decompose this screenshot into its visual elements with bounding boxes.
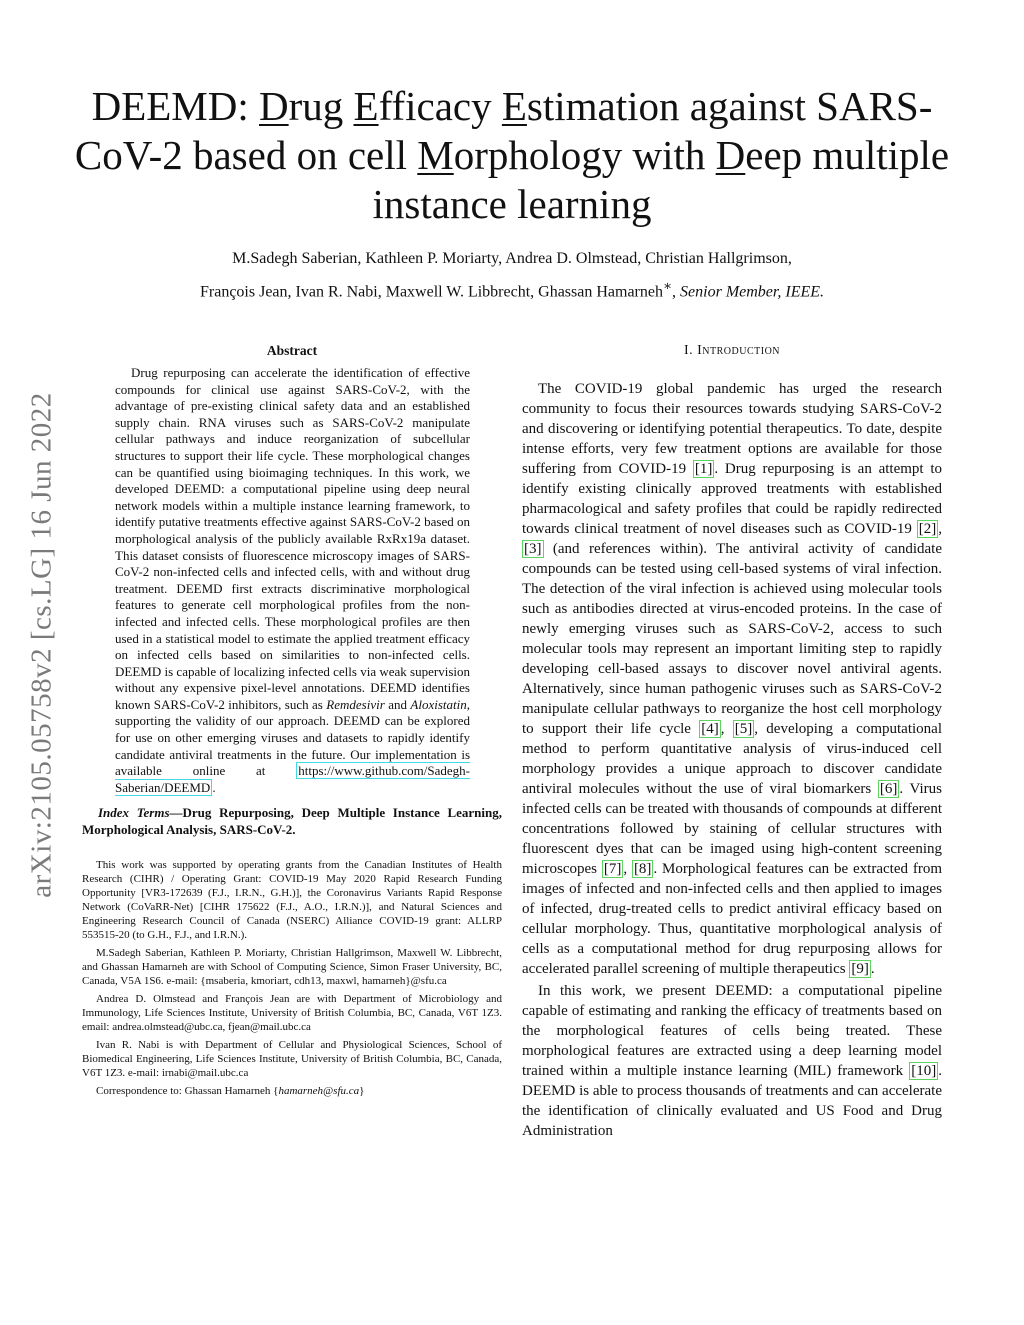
intro-text: The COVID-19 global pandemic has urged the research community to focus their resources towards studying SARS-CoV-2 and discovering or identifying potential therapeutics. To date, despite intense efforts, very few treatment options are available for those suffering from COVID-19 [522, 381, 942, 477]
citation-link[interactable]: [8] [633, 861, 652, 877]
abstract-end: . [212, 779, 216, 795]
title-part: DEEMD: [91, 83, 259, 129]
abstract-body: Drug repurposing can accelerate the identification of effective compounds for clinical use against SARS-CoV-2, with the advantage of pre-existing clinical safety data and an established supply chain. RNA viruses such as SARS-CoV-2 manipulate cellular pathways and induce reorganization of subcellular structures to support their life cycle. These morphological changes can be quantified using bioimaging techniques. In this work, we developed DEEMD: a computational pipeline using deep neural network models within a multiple instance learning framework, to identify putative treatments effective against SARS-CoV-2 based on morphological analysis of the publicly available RxRx19a dataset. This dataset consists of fluorescence microscopy images of SARS-CoV-2 non-infected cells and infected cells, with and without drug treatment. DEEMD first extracts discriminative morphological features to generate cell morphological profiles from the non-infected and infected cells. These morphological profiles are then used in a statistical model to estimate the applied treatment efficacy on infected cells based on similarities to non-infected cells. DEEMD is capable of localizing infected cells via weak supervision without any expensive pixel-level annotations. DEEMD identifies known SARS-CoV-2 inhibitors, such as [115, 365, 470, 712]
citation-link[interactable]: [4] [701, 721, 719, 737]
correspondence-footnote [82, 1084, 502, 1098]
corresponding-author-mark: ∗ [662, 278, 673, 293]
intro-text: (and references within). The antiviral activity of candidate compounds can be tested using cell-based systems of viral infection. The detection of the viral infection is achieved using molecular tools such as antibodies directed at virus-encoded proteins. In the case of newly emerging viruses such as SARS-CoV-2, access to such molecular tools may represent an important limiting step to rapidly developing cell-based assays to discover novel antiviral agents. Alternatively, since human pathogenic viruses such as SARS-CoV-2 manipulate cellular pathways to reorganize the host cell morphology to support their life cycle [522, 541, 942, 737]
citation-link[interactable]: [1] [694, 461, 713, 477]
citation-link[interactable]: [2] [918, 521, 937, 537]
title-part: eep multiple instance learning [372, 132, 950, 227]
footnotes [82, 858, 502, 1098]
drug-name: Remdesivir [326, 696, 385, 712]
correspondence-label: Correspondence to: Ghassan Hamarneh { [96, 1085, 279, 1098]
author-separator: , [672, 283, 681, 301]
intro-text: , [720, 721, 733, 737]
introduction-body [522, 379, 942, 1141]
author-line-2 [70, 272, 954, 305]
citation-link[interactable]: [10] [911, 1063, 937, 1079]
paper-title [70, 82, 954, 229]
index-terms-text: —Drug Repurposing, Deep Multiple Instance Learning, Morphological Analysis, SARS-CoV-2. [82, 805, 502, 838]
funding-footnote: This work was supported by operating grants from the Canadian Institutes of Health Research (CIHR) / Operating Grant: COVID-19 May 2020 Rapid Research Funding Opportunity [VR3-172639 (F.J., I.R.N., G.H.)], the Coronavirus Variants Rapid Response Network (CoVaRR-Net) [CIHR 175622 (F.J., A.O., I.R.N.)], and Natural Sciences and Engineering Research Council of Canada (NSERC) Alliance COVID-19 grant: ALLRP 553515-20 (to G.H., F.J., and I.R.N.). [82, 859, 502, 942]
affiliation-footnote-microbiology: Andrea D. Olmstead and François Jean are with Department of Microbiology and Immunology, Life Sciences Institute, University of British Columbia, BC, Canada, V6T 1Z3. email: andrea.olmstead@ubc.ca, fjean@mail.ubc.ca [82, 993, 502, 1034]
intro-paragraph-1 [522, 379, 942, 979]
citation-link[interactable]: [6] [879, 781, 898, 797]
title-underlined-letter: D [259, 83, 289, 129]
intro-text: , [938, 521, 942, 537]
abstract-body-continued: , supporting the validity of our approach. DEEMD can be explored for use on other emerging viruses and datasets to rapidly identify candidate antiviral treatments in the future. Our implementation is available online at [115, 696, 470, 779]
author-list [70, 245, 954, 305]
intro-text: . Virus infected cells can be treated with thousands of compounds at different concentrations followed by staining of cellular structures with fluorescent dyes that can be imaged using high-content screening microscopes [522, 781, 942, 877]
citation-link[interactable]: [7] [603, 861, 622, 877]
author-line-1: M.Sadegh Saberian, Kathleen P. Moriarty, Andrea D. Olmstead, Christian Hallgrimson, [232, 250, 792, 267]
title-underlined-letter: E [501, 83, 527, 129]
arxiv-watermark [22, 355, 62, 935]
right-column [522, 343, 942, 1141]
intro-text: . [870, 961, 875, 977]
intro-text: In this work, we present DEEMD: a computational pipeline capable of estimating and ranking the efficacy of treatments based on the morphological features of cells being treated. These morphological features are extracted using a deep learning model trained within a multiple instance learning (MIL) framework [522, 983, 942, 1079]
intro-paragraph-2 [522, 981, 942, 1141]
title-part: rug [288, 83, 354, 129]
left-column [82, 343, 502, 1102]
index-terms-label: Index Terms [98, 805, 170, 821]
intro-text: , [623, 861, 632, 877]
title-part: fficacy [378, 83, 502, 129]
section-title: Introduction [697, 343, 781, 358]
intro-text: . Morphological features can be extracted from images of infected and non-infected cells and then applied to images of infected, drug-treated cells to predict antiviral efficacy based on cellular morphology. Thus, quantitative morphological analysis of cells as a computational method for drug repurposing allows for accelerated parallel screening of multiple therapeutics [522, 861, 942, 977]
section-heading-introduction [522, 343, 942, 359]
affiliation-footnote-sfu: M.Sadegh Saberian, Kathleen P. Moriarty, Christian Hallgrimson, Maxwell W. Libbrecht, and Ghassan Hamarneh are with School of Computing Science, Simon Fraser University, BC, Canada, V5A 1S6. e-mail: {msaberia, kmoriart, cdh13, maxwl, hamarneh}@sfu.ca [82, 947, 502, 988]
arxiv-id-text: arXiv:2105.05758v2 [cs.LG] 16 Jun 2022 [25, 392, 58, 898]
github-link[interactable]: https://www.github.com/Sadegh-Saberian/DEEMD [115, 763, 470, 795]
citation-link[interactable]: [9] [851, 961, 869, 977]
title-part: stimation against SARS-CoV-2 based on cell [74, 83, 933, 178]
citation-link[interactable]: [3] [524, 541, 542, 557]
title-underlined-letter: D [715, 132, 746, 178]
abstract-conjunction: and [384, 696, 411, 712]
index-terms [82, 804, 502, 838]
title-underlined-letter: M [417, 132, 454, 178]
citation-link[interactable]: [5] [734, 721, 753, 737]
title-part: orphology with [453, 132, 716, 178]
author-membership: Senior Member, IEEE. [680, 283, 825, 301]
author-names: François Jean, Ivan R. Nabi, Maxwell W. Libbrecht, Ghassan Hamarneh [199, 283, 663, 301]
intro-text: , developing a computational method to perform quantitative analysis of virus-induced cell morphology provides a unique approach to discover candidate antiviral molecules without the use of viral biomarkers [522, 721, 942, 797]
correspondence-email: hamarneh@sfu.ca [278, 1085, 360, 1098]
affiliation-footnote-physiology: Ivan R. Nabi is with Department of Cellular and Physiological Sciences, School of Biomedical Engineering, Life Sciences Institute, University of British Columbia, BC, Canada, V6T 1Z3. e-mail: irnabi@mail.ubc.ca [82, 1039, 502, 1080]
title-underlined-letter: E [353, 83, 379, 129]
correspondence-close: } [359, 1085, 365, 1098]
intro-text: . DEEMD is able to process thousands of treatments and can accelerate the identification of clinically evaluated and US Food and Drug Administration [522, 1063, 942, 1139]
intro-text: . Drug repurposing is an attempt to identify existing clinically approved treatments with established pharmacological and safety profiles that could be rapidly redirected towards clinical treatment of novel diseases such as COVID-19 [522, 461, 943, 537]
section-number: I. [683, 343, 698, 358]
abstract-text [115, 365, 470, 796]
abstract-heading: Abstract [266, 343, 318, 358]
drug-name: Aloxistatin [410, 696, 467, 712]
